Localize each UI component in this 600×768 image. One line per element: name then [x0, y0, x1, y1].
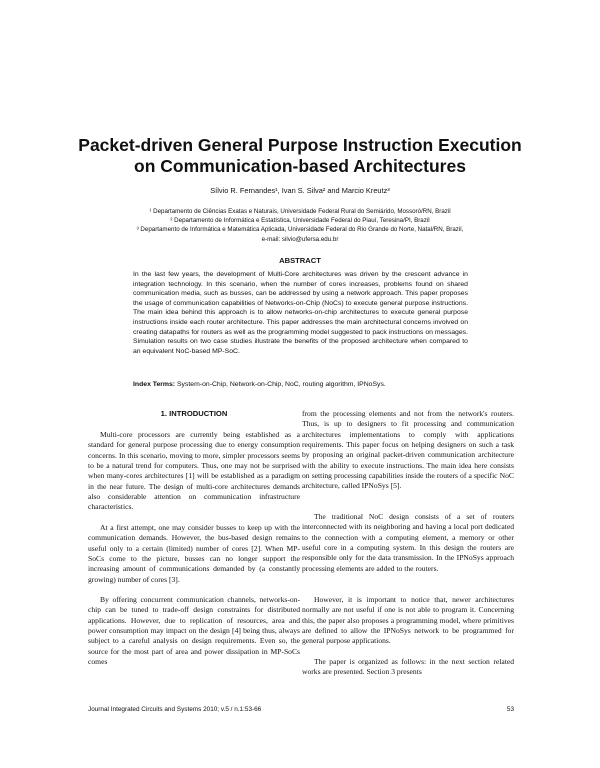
affiliation-line: ¹ Departamento de Ciências Exatas e Naturais, Universidade Federal Rural do Semiárido, Mossoró/RN, Brazil — [149, 208, 451, 215]
body-paragraph: By offering concurrent communication channels, networks-on-chip can be tuned to trade-off design constraints for distributed applications. However, due to replication of resources, area and power consumption may impact on the design [4] being thus, always subject to a careful analysis on design requirements. Even so, the source for the most part of area and power dissipation in MP-SoCs comes — [88, 595, 300, 667]
affiliation-line: ² Departamento de Informática e Estatística, Universidade Federal do Piauí, Teresina/PI, Brazil — [170, 217, 430, 225]
page-number: 53 — [506, 706, 514, 713]
paper-title — [60, 135, 540, 177]
abstract-heading: ABSTRACT — [279, 256, 321, 265]
journal-citation: Journal Integrated Circuits and Systems 2010; v.5 / n.1:53-66 — [88, 706, 262, 713]
contact-email: e-mail: silvio@ufersa.edu.br — [261, 235, 339, 243]
body-paragraph: The traditional NoC design consists of a set of routers interconnected with its neighboring and having a local port dedicated to the connection with a computing element, a memory or other useful core in a computing system. In this design the routers are responsible only for the data transmission. In the IPNoSys approach processing elements are added to the routers. — [302, 512, 514, 573]
body-paragraph: At a first attempt, one may consider busses to keep up with the communication demands. However, the bus-based design remains useful only to a certain (limited) number of cores [2]. When MP-SoCs come to the picture, busses can no longer support the increasing amount of communications demanded by (a constantly growing) number of cores [3]. — [88, 523, 300, 584]
index-terms-text: System-on-Chip, Network-on-Chip, NoC, routing algorithm, IPNoSys. — [175, 381, 386, 388]
body-paragraph: from the processing elements and not from the network's routers. Thus, is up to designers to fit processing and communication architectures implementations to comply with applications requirements. This paper focus on helping designers on such a task by proposing an original packet-driven communication architecture with the ability to execute instructions. The main idea here consists on setting processing capabilities inside the routers of a specific NoC architecture, called IPNoSys [5]. — [302, 409, 514, 491]
body-paragraph: Multi-core processors are currently being established as a standard for general purpose processing due to energy consumption concerns. In this scenario, moving to more, simpler processors seems to be a natural trend for computers. Thus, one may not be surprised when many-cores architectures [1] will be established as a paradigm in the near future. The design of multi-core architectures demands also considerable attention on communication infrastructure characteristics. — [88, 430, 300, 512]
title-line: on Communication-based Architectures — [134, 156, 466, 176]
body-paragraph: The paper is organized as follows: in the next section related works are presented. Section 3 presents — [302, 657, 514, 677]
index-terms — [133, 380, 468, 390]
abstract-text: In the last few years, the development of Multi-Core architectures was driven by the crescent advance in integration technology. In this scenario, when the number of cores increases, problems found on shared communication media, such as busses, can be addressed by using a network approach. This paper proposes the usage of communication capabilities of Networks-on-Chip (NoCs) to execute general purpose instructions. The main idea behind this approach is to allow networks-on-chip architectures to execute general purpose instructions inside each router architecture. This paper addresses the main architectural concerns involved on creating datapaths for routers as well as the programming model suggested to pack instructions on messages. Simulation results on two case studies illustrate the benefits of the proposed architecture when compared to an equivalent NoC-based MP-SoC. — [133, 271, 468, 355]
author-list: Sílvio R. Fernandes¹, Ivan S. Silva² and Marcio Kreutz³ — [210, 186, 390, 195]
section-heading: 1. INTRODUCTION — [160, 409, 228, 418]
affiliation-line: ³ Departamento de Informática e Matemática Aplicada, Universidade Federal do Rio Grande do Norte, Natal/RN, Brazil, — [136, 226, 464, 234]
affiliations — [115, 207, 485, 244]
body-paragraph: However, it is important to notice that, newer architectures normally are not useful if one is not able to program it. Concerning this, the paper also proposes a programming model, where primitives are defined to allow the IPNoSys network to be programmed for general purpose applications. — [302, 595, 514, 646]
title-line: Packet-driven General Purpose Instruction Execution — [78, 135, 522, 155]
index-terms-label: Index Terms: — [133, 381, 176, 388]
